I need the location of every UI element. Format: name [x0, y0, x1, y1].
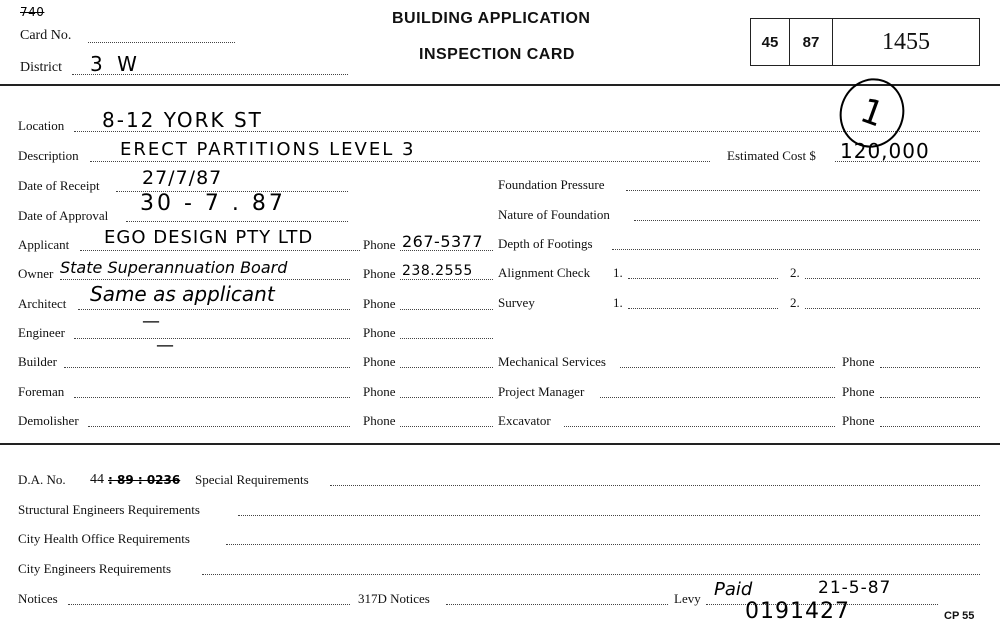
foundation-pressure-line: [626, 190, 980, 191]
project-manager-line: [600, 397, 835, 398]
form-title-line2: INSPECTION CARD: [419, 46, 575, 63]
applicant-value: EGO DESIGN PTY LTD: [104, 227, 314, 248]
builder-phone-line: [400, 367, 493, 368]
estimated-cost-value: 120,000: [840, 139, 930, 163]
alignment-check-1-line: [628, 278, 778, 279]
levy-value: Paid: [714, 579, 753, 600]
builder-label: Builder: [18, 354, 57, 369]
reference-number-box: [750, 18, 980, 66]
depth-of-footings-label: Depth of Footings: [498, 236, 593, 251]
foundation-pressure-label: Foundation Pressure: [498, 177, 605, 192]
location-value: 8-12 YORK ST: [102, 108, 263, 132]
engineer-phone-label: Phone: [363, 325, 396, 340]
notices-label: Notices: [18, 591, 58, 606]
special-requirements-line: [330, 485, 980, 486]
da-number-struck: : 89 : 0236: [108, 473, 181, 487]
owner-phone-value: 238.2555: [402, 263, 473, 279]
mechanical-services-phone-line: [880, 367, 980, 368]
structural-engineers-label: Structural Engineers Requirements: [18, 502, 200, 517]
city-engineers-label: City Engineers Requirements: [18, 561, 172, 576]
middle-rule: [0, 443, 1000, 445]
owner-value: State Superannuation Board: [60, 258, 288, 277]
owner-label: Owner: [18, 266, 54, 281]
depth-of-footings-line: [612, 249, 980, 250]
mechanical-services-phone-label: Phone: [842, 354, 875, 369]
nature-of-foundation-label: Nature of Foundation: [498, 207, 610, 222]
city-health-line: [226, 544, 980, 545]
date-of-approval-label: Date of Approval: [18, 208, 109, 223]
excavator-label: Excavator: [498, 413, 551, 428]
project-manager-phone-line: [880, 397, 980, 398]
form-code: CP 55: [944, 610, 975, 622]
engineer-phone-line: [400, 338, 493, 339]
architect-label: Architect: [18, 296, 67, 311]
card-number-mark: 740: [20, 5, 45, 19]
receipt-number: 0191427: [745, 599, 850, 624]
excavator-phone-line: [880, 426, 980, 427]
project-manager-label: Project Manager: [498, 384, 585, 399]
date-of-approval-line: [126, 221, 348, 222]
builder-value: —: [156, 335, 175, 356]
engineer-value: —: [142, 311, 161, 332]
engineer-line: [74, 338, 350, 339]
nature-of-foundation-line: [634, 220, 980, 221]
da-number-value: 44: [90, 472, 104, 487]
levy-date: 21-5-87: [818, 578, 892, 598]
special-requirements-label: Special Requirements: [195, 472, 309, 487]
architect-phone-line: [400, 309, 493, 310]
circled-mark-text: 1: [854, 90, 890, 136]
builder-line: [64, 367, 350, 368]
district-label: District: [20, 60, 62, 75]
description-label: Description: [18, 148, 79, 163]
da-number-label: D.A. No.: [18, 472, 66, 487]
excavator-phone-label: Phone: [842, 413, 875, 428]
alignment-check-1: 1.: [613, 265, 623, 280]
mechanical-services-label: Mechanical Services: [498, 354, 606, 369]
alignment-check-2: 2.: [790, 265, 800, 280]
district-value: 3 W: [90, 52, 141, 76]
project-manager-phone-label: Phone: [842, 384, 875, 399]
ref-box-b: 87: [790, 19, 833, 65]
date-of-receipt-label: Date of Receipt: [18, 178, 100, 193]
levy-label: Levy: [674, 591, 701, 606]
excavator-line: [564, 426, 835, 427]
owner-phone-label: Phone: [363, 266, 396, 281]
applicant-label: Applicant: [18, 237, 70, 252]
architect-line: [78, 309, 350, 310]
demolisher-phone-line: [400, 426, 493, 427]
demolisher-phone-label: Phone: [363, 413, 396, 428]
survey-1: 1.: [613, 295, 623, 310]
applicant-line: [80, 250, 360, 251]
foreman-phone-line: [400, 397, 493, 398]
demolisher-line: [88, 426, 350, 427]
description-line: [90, 161, 710, 162]
description-value: ERECT PARTITIONS LEVEL 3: [120, 139, 416, 160]
survey-1-line: [628, 308, 778, 309]
structural-engineers-line: [238, 515, 980, 516]
alignment-check-label: Alignment Check: [498, 265, 591, 280]
notices-line: [68, 604, 350, 605]
city-engineers-line: [202, 574, 980, 575]
mechanical-services-line: [620, 367, 835, 368]
alignment-check-2-line: [805, 278, 980, 279]
notices-317d-line: [446, 604, 668, 605]
foreman-phone-label: Phone: [363, 384, 396, 399]
location-label: Location: [18, 118, 65, 133]
architect-value: Same as applicant: [90, 282, 275, 306]
notices-317d-label: 317D Notices: [358, 591, 430, 606]
applicant-phone-value: 267-5377: [402, 232, 484, 251]
demolisher-label: Demolisher: [18, 413, 79, 428]
form-title-line1: BUILDING APPLICATION: [392, 10, 591, 27]
ref-box-c: 1455: [882, 28, 930, 55]
city-health-label: City Health Office Requirements: [18, 531, 190, 546]
card-no-line: [88, 42, 235, 43]
architect-phone-label: Phone: [363, 296, 396, 311]
estimated-cost-label: Estimated Cost $: [727, 148, 816, 163]
date-of-approval-value: 30 - 7 . 87: [140, 191, 286, 216]
header-rule: [0, 84, 1000, 86]
card-no-label: Card No.: [20, 28, 72, 43]
survey-label: Survey: [498, 295, 535, 310]
date-of-receipt-value: 27/7/87: [142, 167, 223, 189]
owner-line: [60, 279, 350, 280]
applicant-phone-label: Phone: [363, 237, 396, 252]
survey-2: 2.: [790, 295, 800, 310]
builder-phone-label: Phone: [363, 354, 396, 369]
foreman-line: [74, 397, 350, 398]
foreman-label: Foreman: [18, 384, 65, 399]
ref-box-a: 45: [751, 19, 790, 65]
engineer-label: Engineer: [18, 325, 65, 340]
survey-2-line: [805, 308, 980, 309]
